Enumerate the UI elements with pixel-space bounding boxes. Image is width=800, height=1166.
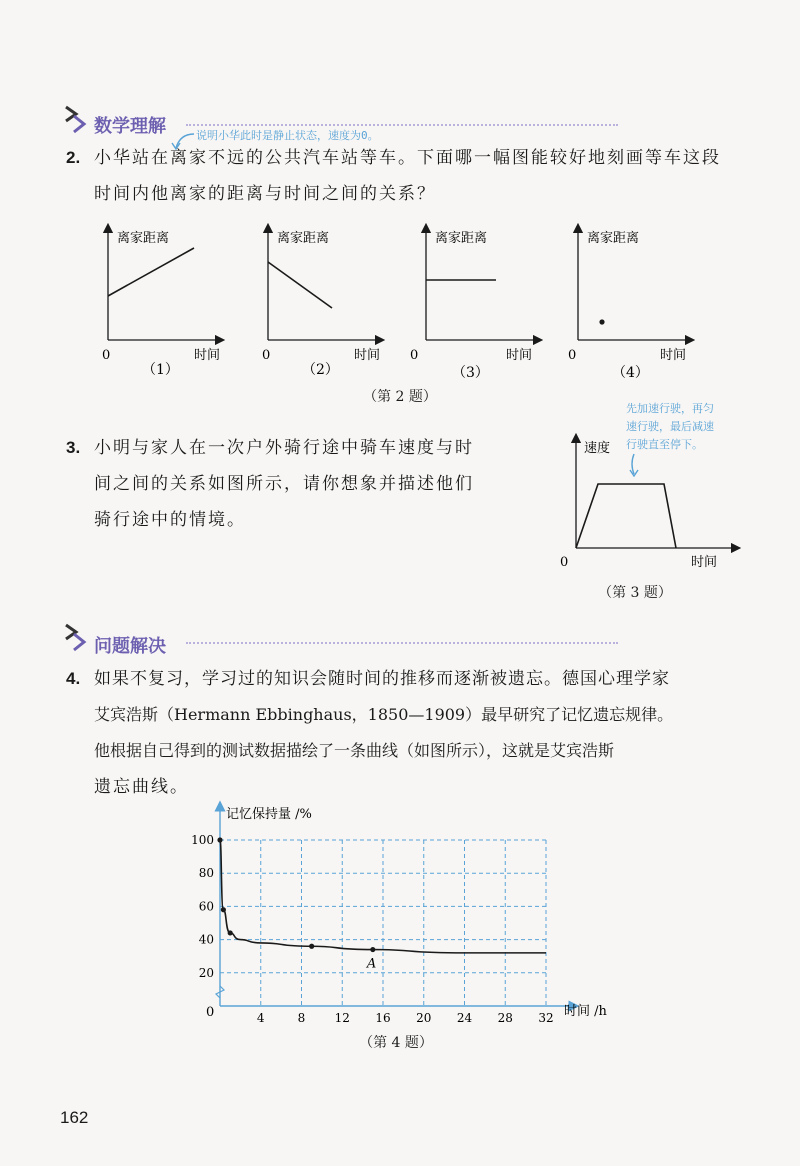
point-label-A: A (366, 956, 377, 972)
q4-line-3: 他根据自己得到的测试数据描绘了一条曲线（如图所示），这就是艾宾浩斯 (94, 741, 615, 760)
handwritten-note-q2: 说明小华此时是静止状态，速度为0。 (196, 129, 379, 142)
q2-graph-4 (568, 228, 690, 381)
q3-caption: （第 3 题） (598, 585, 672, 601)
q3-line-3: 骑行途中的情境。 (94, 510, 246, 530)
y-tick-80: 80 (198, 866, 214, 881)
chart-origin-label: 0 (206, 1005, 215, 1020)
section-2-divider (186, 642, 618, 644)
q2-g3-origin: 0 (410, 348, 419, 363)
x-tick-16: 16 (375, 1011, 391, 1025)
x-tick-24: 24 (456, 1011, 473, 1025)
q2-caption: （第 2 题） (363, 389, 437, 405)
y-tick-40: 40 (198, 932, 214, 947)
chevron-right-icon (64, 622, 92, 652)
q3-line-1: 小明与家人在一次户外骑行途中骑车速度与时 (94, 438, 474, 458)
ebbinghaus-chart (180, 800, 620, 1030)
q3-origin: 0 (560, 555, 569, 570)
q2-number: 2. (66, 148, 81, 167)
chart-xlabel: 时间 /h (564, 1004, 607, 1019)
q2-g4-label: （4） (612, 365, 649, 381)
y-tick-20: 20 (198, 965, 214, 980)
x-tick-4: 4 (256, 1011, 265, 1025)
q3-ylabel: 速度 (584, 441, 611, 456)
q2-g3-xlabel: 时间 (506, 348, 533, 363)
y-tick-100: 100 (191, 833, 214, 847)
x-tick-32: 32 (538, 1011, 554, 1025)
chevron-right-icon (64, 104, 92, 134)
y-tick-60: 60 (198, 899, 214, 914)
q2-g1-origin: 0 (102, 348, 111, 363)
x-tick-8: 8 (297, 1011, 306, 1025)
x-tick-28: 28 (497, 1011, 513, 1025)
q2-g1-label: （1） (142, 362, 179, 378)
q3-line-2: 间之间的关系如图所示，请你想象并描述他们 (94, 474, 474, 494)
q2-g2-origin: 0 (262, 348, 271, 363)
q2-g4-xlabel: 时间 (660, 348, 687, 363)
q3-speed-graph (556, 432, 746, 572)
x-tick-12: 12 (334, 1011, 350, 1025)
q2-g2-xlabel: 时间 (354, 348, 381, 363)
q2-g3-label: （3） (452, 365, 489, 381)
q4-caption: （第 4 题） (359, 1035, 433, 1051)
page-number: 162 (60, 1108, 89, 1127)
q2-g1-xlabel: 时间 (194, 348, 221, 363)
q4-line-2: 艾宾浩斯（Hermann Ebbinghaus，1850—1909）最早研究了记忆遗忘规律。 (94, 705, 674, 724)
q3-xlabel: 时间 (691, 555, 718, 570)
section-1-title: 数学理解 (94, 116, 166, 137)
q2-g2-label: （2） (302, 362, 339, 378)
data-point-4 (370, 947, 375, 952)
q2-g1-ylabel: 离家距离 (117, 231, 170, 246)
section-1-divider (186, 124, 618, 126)
q2-graph-1 (102, 228, 220, 378)
q4-line-1: 如果不复习，学习过的知识会随时间的推移而逐渐被遗忘。德国心理学家 (94, 669, 670, 689)
q2-g2-ylabel: 离家距离 (277, 231, 330, 246)
note-line-3: 行驶直至停下。 (626, 438, 703, 451)
q2-text: 小华站在离家不远的公共汽车站等车。下面哪一幅图能较好地刻画等车这段时间内他离家的距离与时间之间的关系？ (94, 148, 721, 204)
q2-g4-ylabel: 离家距离 (587, 231, 640, 246)
q4-number: 4. (66, 669, 81, 688)
section-2-title: 问题解决 (94, 636, 166, 657)
note-line-2: 速行驶，最后减速 (626, 420, 714, 433)
chart-ylabel: 记忆保持量 /% (226, 807, 312, 822)
q2-graph-2 (262, 228, 380, 378)
q2-g4-origin: 0 (568, 348, 577, 363)
q4-line-4: 遗忘曲线。 (94, 777, 189, 797)
data-point-0 (217, 837, 222, 842)
q2-g3-ylabel: 离家距离 (435, 231, 488, 246)
note-line-1: 先加速行驶，再匀 (626, 402, 714, 415)
data-point-3 (309, 944, 314, 949)
q3-number: 3. (66, 438, 81, 457)
data-point-2 (228, 930, 233, 935)
data-point-1 (221, 907, 226, 912)
q2-graph-3 (410, 228, 538, 381)
x-tick-20: 20 (416, 1011, 432, 1025)
